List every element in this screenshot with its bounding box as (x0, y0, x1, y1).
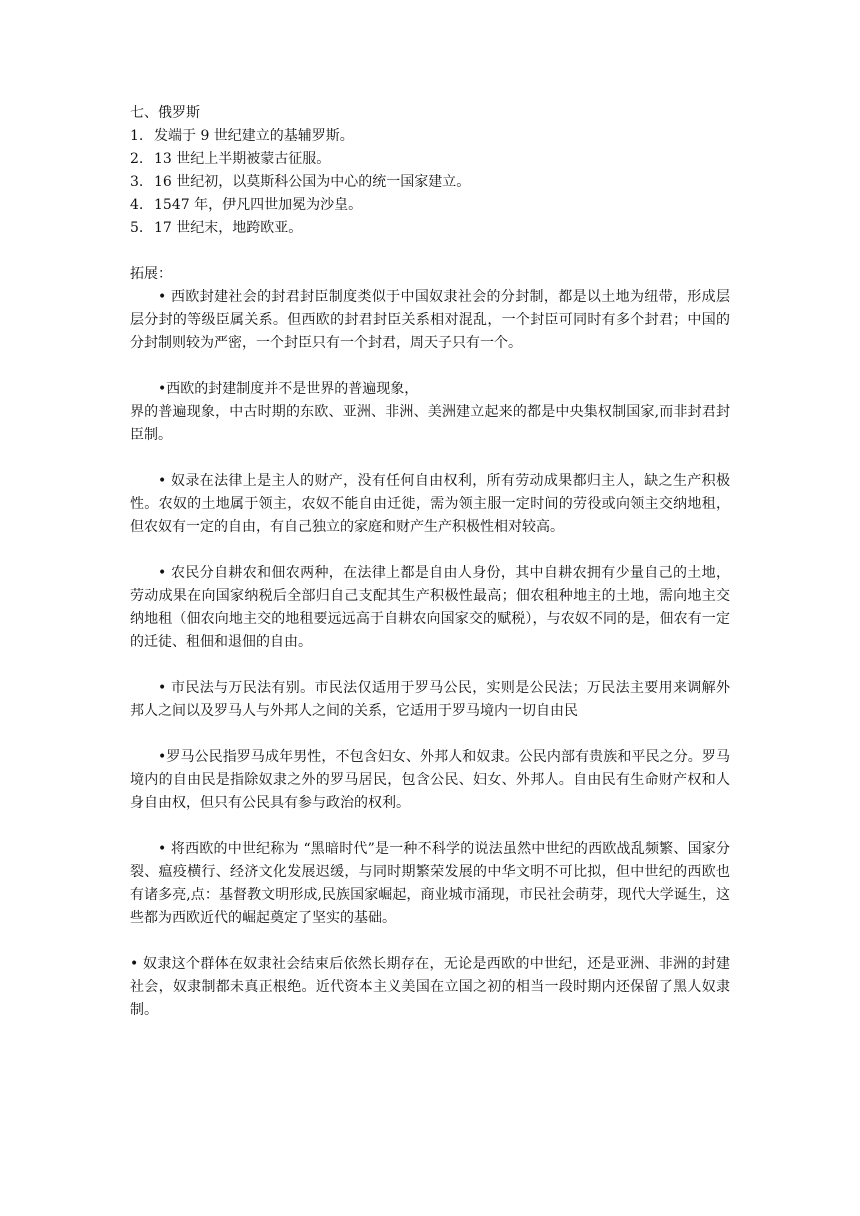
paragraph-text: •西欧的封建制度并不是世界的普遍现象， (158, 381, 419, 397)
paragraph-text: 界的普遍现象，中古时期的东欧、亚洲、非洲、美洲建立起来的都是中央集权制国家,而非封君封臣制。 (130, 404, 730, 443)
list-item (130, 194, 730, 217)
extension-paragraph-2 (130, 378, 730, 447)
document-page (130, 102, 730, 1045)
russia-list (130, 125, 730, 240)
list-text: 16 世纪初，以莫斯科公国为中心的统一国家建立。 (154, 174, 471, 190)
extension-paragraph-5 (130, 677, 730, 723)
paragraph-text: • 将西欧的中世纪称为 “黑暗时代”是一种不科学的说法虽然中世纪的西欧战乱频繁、国家分裂、瘟疫横行、经济文化发展迟缓，与同时期繁荣发展的中华文明不可比拟，但中世纪的西欧也有诸多亮,点：基督教文明形成,民族国家崛起，商业城市涌现，市民社会萌芽，现代大学诞生，这些都为西欧近代的崛起奠定了坚实的基础。 (130, 841, 730, 926)
extension-paragraph-8 (130, 953, 730, 1022)
paragraph-text: • 农民分自耕农和佃农两种，在法律上都是自由人身份，其中自耕农拥有少量自己的土地，劳动成果在向国家纳税后全部归自己支配其生产积极性最高；佃农租种地主的土地，需向地主交纳地租（佃农向地主交的地租要远远高于自耕农向国家交的赋税），与农奴不同的是，佃农有一定的迁徒、租佃和退佃的自由。 (130, 565, 730, 650)
list-text: 发端于 9 世纪建立的基辅罗斯。 (154, 128, 354, 144)
extension-paragraph-3 (130, 470, 730, 539)
list-item (130, 217, 730, 240)
extension-heading: 拓展： (130, 266, 172, 282)
extension-paragraph-7 (130, 838, 730, 930)
paragraph-text: •罗马公民指罗马成年男性，不包含妇女、外邦人和奴隶。公民内部有贵族和平民之分。罗马境内的自由民是指除奴隶之外的罗马居民，包含公民、妇女、外邦人。自由民有生命财产权和人身自由权，但只有公民具有参与政治的权利。 (130, 749, 730, 811)
list-number: 1. (130, 128, 144, 144)
list-number: 3. (130, 174, 144, 190)
extension-paragraph-1 (130, 286, 730, 355)
paragraph-text: • 市民法与万民法有别。市民法仅适用于罗马公民，实则是公民法；万民法主要用来调解外邦人之间以及罗马人与外邦人之间的关系，它适用于罗马境内一切自由民 (130, 680, 730, 719)
list-item (130, 171, 730, 194)
paragraph-text: • 西欧封建社会的封君封臣制度类似于中国奴隶社会的分封制，都是以土地为纽带，形成层层分封的等级臣属关系。但西欧的封君封臣关系相对混乱，一个封臣可同时有多个封君；中国的分封制则较为严密，一个封臣只有一个封君，周天子只有一个。 (130, 289, 730, 351)
paragraph-text: • 奴隶这个群体在奴隶社会结束后依然长期存在，无论是西欧的中世纪，还是亚洲、非洲的封建社会，奴隶制都未真正根绝。近代资本主义美国在立国之初的相当一段时期内还保留了黑人奴隶制。 (130, 956, 730, 1018)
extension-paragraph-4 (130, 562, 730, 654)
paragraph-text: • 奴录在法律上是主人的财产，没有任何自由权利，所有劳动成果都归主人，缺之生产积极性。农奴的土地属于领主，农奴不能自由迁徙，需为领主服一定时间的劳役或向领主交纳地租，但农奴有一定的自由，有自己独立的家庭和财产生产积极性相对较高。 (130, 473, 730, 535)
list-item (130, 125, 730, 148)
list-text: 17 世纪末，地跨欧亚。 (154, 220, 303, 236)
list-number: 4. (130, 197, 144, 213)
list-item (130, 148, 730, 171)
list-number: 5. (130, 220, 144, 236)
list-text: 1547 年，伊凡四世加冕为沙皇。 (154, 197, 363, 213)
list-number: 2. (130, 151, 144, 167)
section-title: 七、俄罗斯 (130, 105, 200, 121)
spacer (130, 240, 730, 263)
list-text: 13 世纪上半期被蒙古征服。 (154, 151, 331, 167)
extension-paragraph-6 (130, 746, 730, 815)
